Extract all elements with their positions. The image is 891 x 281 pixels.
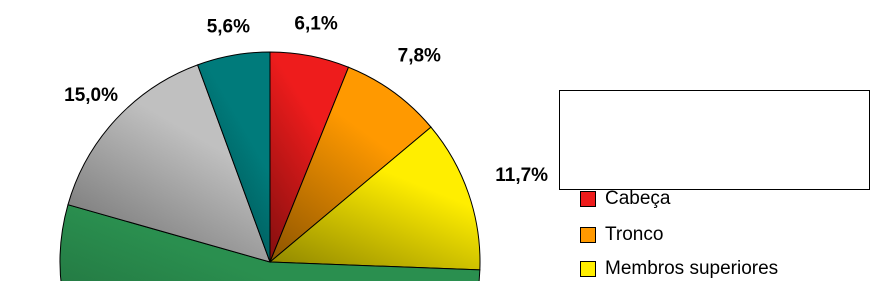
pie-label-1: 7,8% xyxy=(397,45,441,67)
legend-item-cabeca xyxy=(580,187,671,211)
legend-swatch-membros-superiores xyxy=(580,261,596,277)
legend xyxy=(559,90,870,279)
legend-label-tronco: Tronco xyxy=(605,224,664,245)
pie-label-0: 6,1% xyxy=(294,13,338,35)
legend-swatch-tronco xyxy=(580,227,596,243)
pie-label-2: 11,7% xyxy=(495,164,549,186)
pie-label-5: 5,6% xyxy=(206,16,251,38)
legend-item-tronco xyxy=(580,223,663,247)
legend-swatch-cabeca xyxy=(580,191,596,207)
legend-item-membros-superiores xyxy=(580,257,778,281)
pie-label-4: 15,0% xyxy=(64,85,119,107)
legend-label-cabeca: Cabeça xyxy=(605,188,671,209)
legend-label-membros-superiores: Membros superiores xyxy=(605,258,779,279)
